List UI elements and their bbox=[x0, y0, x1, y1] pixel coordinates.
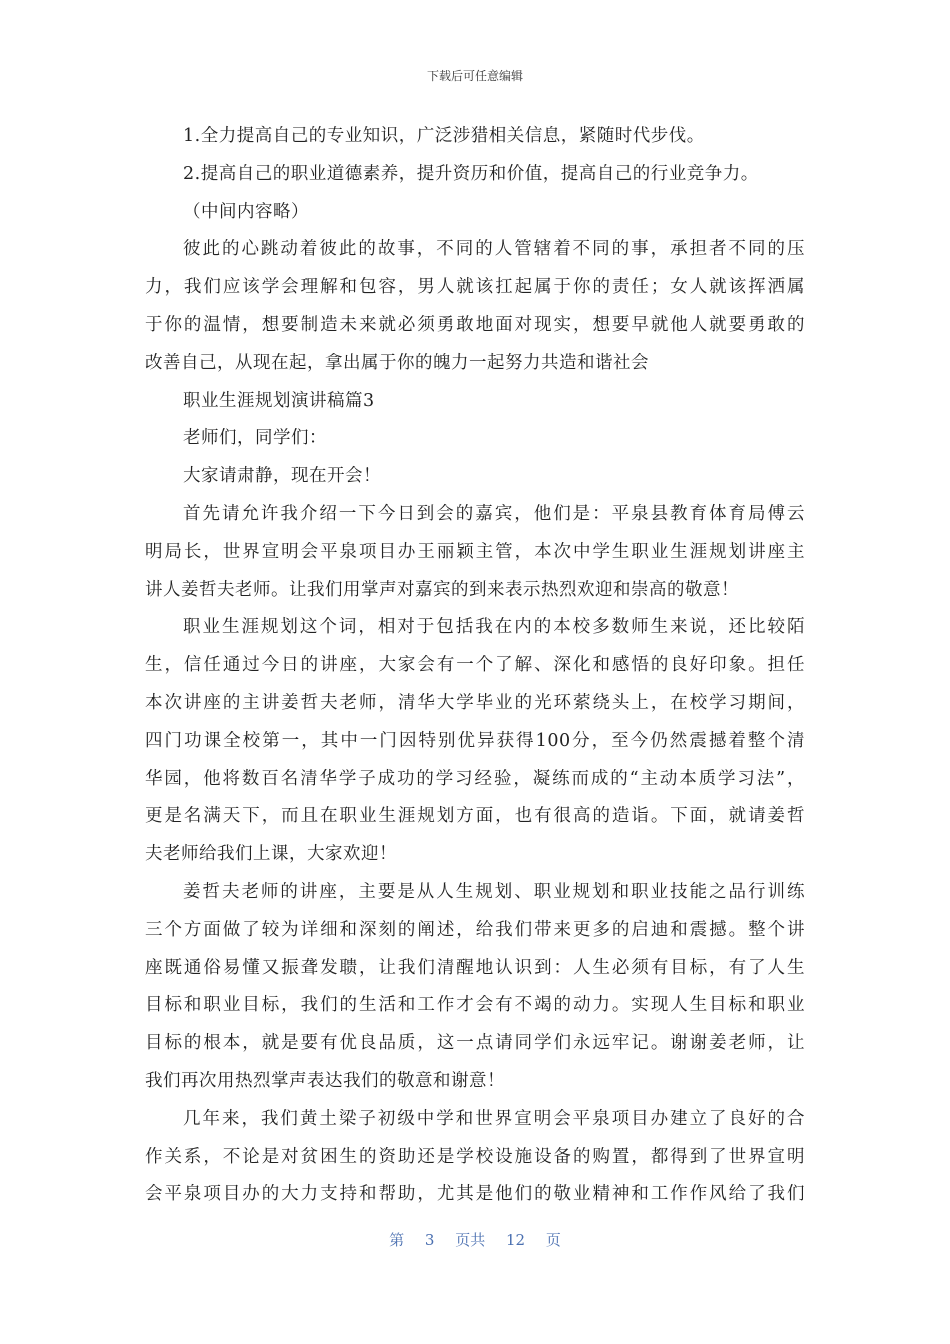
text-line: 四门功课全校第一，其中一门因特别优异获得100分，至今仍然震撼着整个清 bbox=[145, 730, 805, 751]
text-line: 目标和职业目标，我们的生活和工作才会有不竭的动力。实现人生目标和职业 bbox=[145, 995, 805, 1016]
page-header: 下载后可任意编辑 bbox=[426, 69, 523, 83]
footer-total-pages: 12 bbox=[506, 1231, 526, 1249]
text-line: 讲人姜哲夫老师。让我们用掌声对嘉宾的到来表示热烈欢迎和崇高的敬意！ bbox=[145, 579, 739, 600]
text-line: 三个方面做了较为详细和深刻的阐述，给我们带来更多的启迪和震撼。整个讲 bbox=[145, 919, 805, 940]
text-line: （中间内容略） bbox=[183, 201, 309, 222]
text-line: 明局长，世界宣明会平泉项目办王丽颖主管，本次中学生职业生涯规划讲座主 bbox=[145, 541, 805, 562]
text-line: 几年来，我们黄土梁子初级中学和世界宣明会平泉项目办建立了良好的合 bbox=[183, 1108, 805, 1129]
text-line: 老师们，同学们： bbox=[183, 428, 327, 449]
text-line: 于你的温情，想要制造未来就必须勇敢地面对现实，想要早就他人就要勇敢的 bbox=[145, 314, 805, 335]
text-line: 我们再次用热烈掌声表达我们的敬意和谢意！ bbox=[145, 1070, 505, 1091]
text-line: 姜哲夫老师的讲座，主要是从人生规划、职业规划和职业技能之品行训练 bbox=[183, 881, 805, 902]
text-line: 夫老师给我们上课，大家欢迎！ bbox=[145, 844, 397, 865]
text-line: 本次讲座的主讲姜哲夫老师，清华大学毕业的光环萦绕头上，在校学习期间， bbox=[145, 692, 805, 713]
document-body bbox=[145, 118, 805, 1214]
text-line: 作关系，不论是对贫困生的资助还是学校设施设备的购置，都得到了世界宣明 bbox=[145, 1146, 805, 1167]
text-line: 座既通俗易懂又振聋发聩，让我们清醒地认识到：人生必须有目标，有了人生 bbox=[145, 957, 805, 978]
text-line: 职业生涯规划这个词，相对于包括我在内的本校多数师生来说，还比较陌 bbox=[183, 617, 805, 638]
text-line: 职业生涯规划演讲稿篇3 bbox=[183, 390, 375, 411]
text-line: 会平泉项目办的大力支持和帮助，尤其是他们的敬业精神和工作作风给了我们 bbox=[145, 1184, 805, 1205]
text-line: 大家请肃静，现在开会！ bbox=[183, 466, 381, 487]
footer-middle: 页共 bbox=[455, 1231, 486, 1249]
footer-suffix: 页 bbox=[545, 1231, 561, 1249]
text-line: 彼此的心跳动着彼此的故事，不同的人管辖着不同的事，承担者不同的压 bbox=[183, 239, 805, 260]
text-line: 华园，他将数百名清华学子成功的学习经验，凝练而成的“主动本质学习法”， bbox=[145, 768, 805, 789]
text-line: 2.提高自己的职业道德素养，提升资历和价值，提高自己的行业竞争力。 bbox=[183, 163, 759, 184]
page-footer bbox=[0, 1229, 950, 1250]
text-line: 目标的根本，就是要有优良品质，这一点请同学们永远牢记。谢谢姜老师，让 bbox=[145, 1033, 805, 1054]
text-line: 更是名满天下，而且在职业生涯规划方面，也有很高的造诣。下面，就请姜哲 bbox=[145, 806, 805, 827]
text-line: 力，我们应该学会理解和包容，男人就该扛起属于你的责任；女人就该挥洒属 bbox=[145, 277, 805, 298]
text-line: 1.全力提高自己的专业知识，广泛涉猎相关信息，紧随时代步伐。 bbox=[183, 126, 705, 146]
footer-page-number: 3 bbox=[424, 1231, 435, 1249]
footer-prefix: 第 bbox=[389, 1231, 405, 1249]
text-line: 生，信任通过今日的讲座，大家会有一个了解、深化和感悟的良好印象。担任 bbox=[145, 655, 805, 676]
text-line: 首先请允许我介绍一下今日到会的嘉宾，他们是：平泉县教育体育局傅云 bbox=[183, 503, 805, 524]
text-line: 改善自己，从现在起，拿出属于你的魄力一起努力共造和谐社会 bbox=[145, 352, 649, 373]
